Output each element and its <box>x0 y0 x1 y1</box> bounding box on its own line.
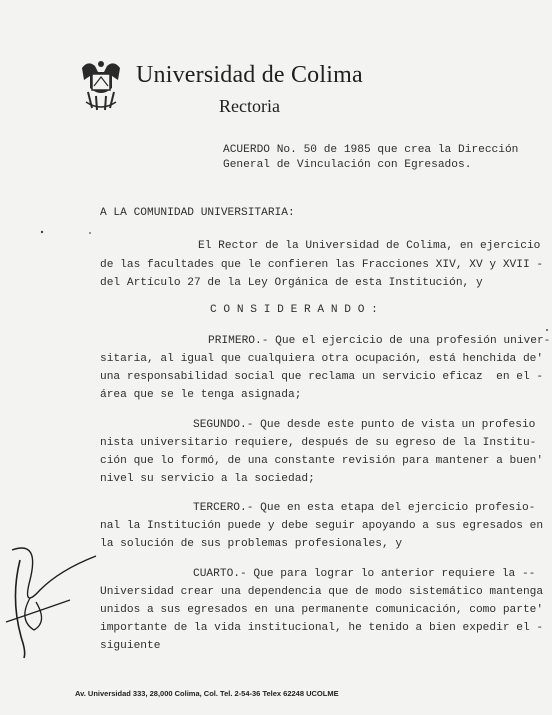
handwritten-signature <box>0 530 110 660</box>
tercero-line-3: la solución de sus problemas profesionales, y <box>100 538 403 550</box>
university-seal-icon <box>78 58 124 112</box>
heading-line-1: ACUERDO No. 50 de 1985 que crea la Dirección <box>223 144 519 156</box>
intro-line-1: El Rector de la Universidad de Colima, en ejercicio <box>198 240 541 252</box>
segundo-line-4: nivel su servicio a la sociedad; <box>100 473 315 485</box>
university-name: Universidad de Colima <box>136 62 363 88</box>
primero-line-4: área que se le tenga asignada; <box>100 389 302 401</box>
heading-line-2: General de Vinculación con Egresados. <box>223 159 472 171</box>
cuarto-line-1: CUARTO.- Que para lograr lo anterior requiere la -- <box>193 568 536 580</box>
segundo-line-3: ción que lo formó, de una constante revisión para mantener a buen' <box>100 455 544 467</box>
primero-line-2: sitaria, al igual que cualquiera otra ocupación, está henchida de' <box>100 353 544 365</box>
cuarto-line-5: siguiente <box>100 640 161 652</box>
cuarto-line-2: Universidad crear una dependencia que de modo sistemático mantenga <box>100 586 544 598</box>
primero-line-3: una responsabilidad social que reclama un servicio eficaz en el - <box>100 371 544 383</box>
office-name: Rectoria <box>219 96 280 116</box>
segundo-line-2: nista universitario requiere, después de su egreso de la Institu- <box>100 437 537 449</box>
cuarto-line-4: importante de la vida institucional, he tenido a bien expedir el - <box>100 622 544 634</box>
tercero-line-2: nal la Institución puede y debe seguir apoyando a sus egresados en <box>100 520 544 532</box>
intro-line-3: del Artículo 27 de la Ley Orgánica de esta Institución, y <box>100 277 483 289</box>
cuarto-line-3: unidos a sus egresados en una permanente comunicación, como parte' <box>100 604 544 616</box>
primero-line-1: PRIMERO.- Que el ejercicio de una profesión univer- <box>208 335 551 347</box>
tercero-line-1: TERCERO.- Que en esta etapa del ejercicio profesio- <box>193 502 536 514</box>
intro-line-2: de las facultades que le confieren las Fracciones XIV, XV y XVII - <box>100 259 544 271</box>
considerando-heading: C O N S I D E R A N D O : <box>210 304 378 316</box>
salutation: A LA COMUNIDAD UNIVERSITARIA: <box>100 207 295 219</box>
segundo-line-1: SEGUNDO.- Que desde este punto de vista un profesio <box>193 419 536 431</box>
footer-address: Av. Universidad 333, 28,000 Colima, Col. Tel. 2-54-36 Telex 62248 UCOLME <box>75 689 339 698</box>
